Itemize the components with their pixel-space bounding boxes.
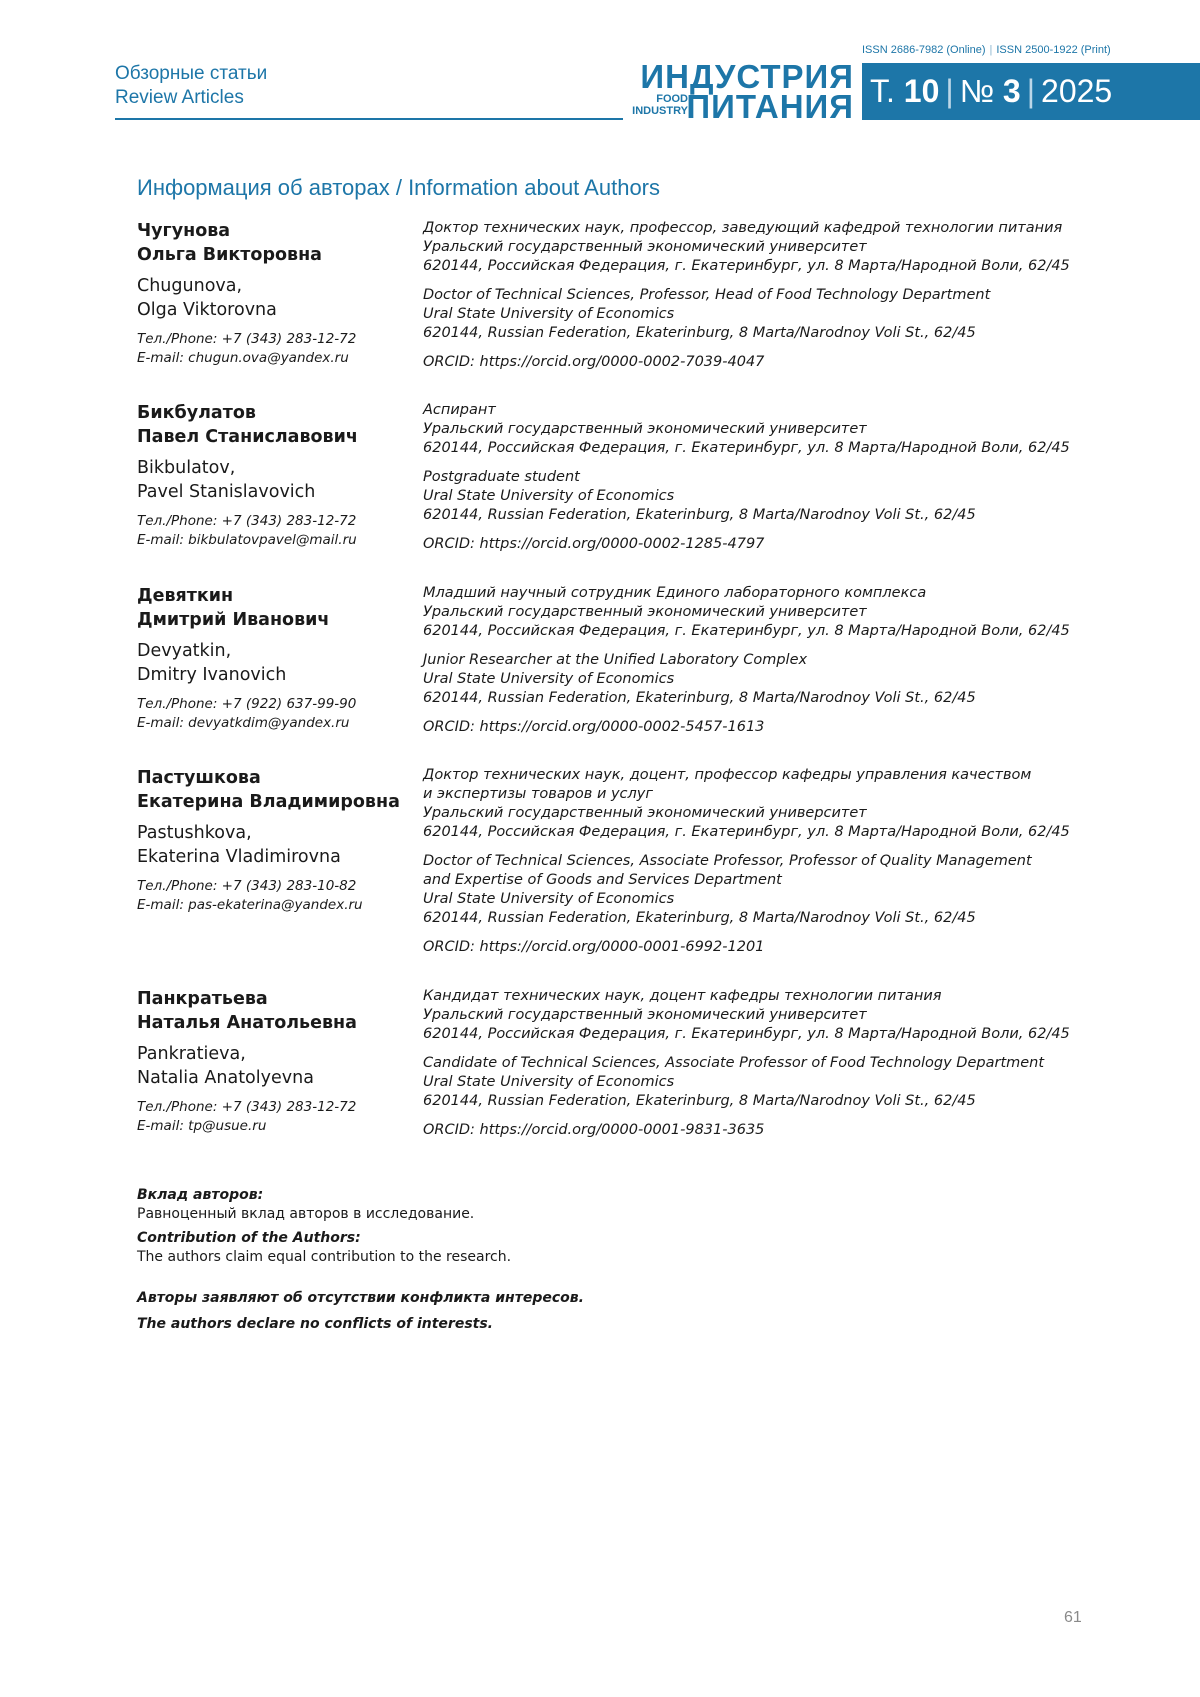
header-rule (115, 118, 623, 120)
author-contact (137, 1098, 407, 1136)
author-email: E-mail: bikbulatovpavel@mail.ru (137, 532, 357, 548)
author-name-en: Pankratieva, Natalia Anatolyevna (137, 1044, 314, 1088)
section-label-en: Review Articles (115, 87, 244, 108)
author-contact (137, 330, 407, 368)
author-orcid: ORCID: https://orcid.org/0000-0002-1285-4797 (423, 536, 765, 552)
author-email: E-mail: chugun.ova@yandex.ru (137, 350, 349, 366)
author-identity (137, 401, 407, 550)
issue-year: 2025 (1041, 73, 1113, 109)
author-position-ru: Аспирант Уральский государственный экономический университет 620144, Российская Федерация, г. Екатеринбург, ул. 8 Марта/Народной Воли, 62/45 (423, 402, 1070, 456)
page-title: Информация об авторах / Information about Authors (137, 175, 661, 200)
conflict-statement-en: The authors declare no conflicts of interests. (137, 1316, 493, 1332)
author-orcid: ORCID: https://orcid.org/0000-0001-9831-3635 (423, 1122, 765, 1138)
author-affiliation (423, 987, 1163, 1140)
author-position-ru: Кандидат технических наук, доцент кафедры технологии питания Уральский государственный экономический университет 620144, Российская Федерация, г. Екатеринбург, ул. 8 Марта/Народной Воли, 62/45 (423, 988, 1070, 1042)
author-position-ru: Доктор технических наук, профессор, заведующий кафедрой технологии питания Уральский государственный экономический университет 620144, Российская Федерация, г. Екатеринбург, ул. 8 Марта/Народной Воли, 62/45 (423, 220, 1070, 274)
author-position-en: Doctor of Technical Sciences, Associate Professor, Professor of Quality Management and Expertise of Goods and Services Department Ural State University of Economics 620144, Russian Federation, Ekaterinburg, 8 Marta/Narodnoy Voli St., 62/45 (423, 853, 1032, 926)
author-position-en: Doctor of Technical Sciences, Professor, Head of Food Technology Department Ural State University of Economics 620144, Russian Federation, Ekaterinburg, 8 Marta/Narodnoy Voli St., 62/45 (423, 287, 991, 341)
author-phone: Тел./Phone: +7 (343) 283-10-82 (137, 878, 357, 894)
author-name-ru: Пастушкова Екатерина Владимировна (137, 768, 400, 812)
author-phone: Тел./Phone: +7 (343) 283-12-72 (137, 513, 357, 529)
journal-title-line1: ИНДУСТРИЯ (640, 58, 854, 95)
author-email: E-mail: pas-ekaterina@yandex.ru (137, 897, 363, 913)
author-identity (137, 987, 407, 1136)
author-position-ru: Младший научный сотрудник Единого лабораторного комплекса Уральский государственный экономический университет 620144, Российская Федерация, г. Екатеринбург, ул. 8 Марта/Народной Воли, 62/45 (423, 585, 1070, 639)
contribution-text-ru: Равноценный вклад авторов в исследование. (137, 1206, 475, 1222)
issue-separator: | (945, 73, 954, 109)
journal-subtitle-en (630, 93, 688, 117)
issue-number: 3 (1002, 73, 1021, 109)
issue-separator: | (1026, 73, 1036, 109)
author-name-en: Pastushkova, Ekaterina Vladimirovna (137, 823, 341, 867)
author-affiliation (423, 584, 1163, 737)
author-name-ru: Панкратьева Наталья Анатольевна (137, 989, 357, 1033)
author-position-en: Postgraduate student Ural State University of Economics 620144, Russian Federation, Ekaterinburg, 8 Marta/Narodnoy Voli St., 62/45 (423, 469, 976, 523)
author-name-en: Bikbulatov, Pavel Stanislavovich (137, 458, 316, 502)
journal-title-line2: ПИТАНИЯ (686, 88, 854, 125)
volume-number: 10 (903, 73, 940, 109)
author-contact (137, 695, 407, 733)
issue-box (862, 63, 1200, 120)
author-affiliation (423, 219, 1163, 372)
author-position-ru: Доктор технических наук, доцент, профессор кафедры управления качеством и экспертизы товаров и услуг Уральский государственный экономический университет 620144, Российская Федерация, г. Екатеринбург, ул. 8 Марта/Народной Воли, 62/45 (423, 767, 1070, 840)
author-position-en: Junior Researcher at the Unified Laboratory Complex Ural State University of Economics 620144, Russian Federation, Ekaterinburg, 8 Marta/Narodnoy Voli St., 62/45 (423, 652, 976, 706)
author-identity (137, 766, 407, 915)
author-email: E-mail: devyatkdim@yandex.ru (137, 715, 350, 731)
journal-industry: INDUSTRY (632, 105, 688, 117)
author-name-en: Chugunova, Olga Viktorovna (137, 276, 277, 320)
author-orcid: ORCID: https://orcid.org/0000-0002-7039-4047 (423, 354, 765, 370)
issn-print: ISSN 2500-1922 (Print) (996, 44, 1111, 56)
section-label-ru: Обзорные статьи (115, 63, 268, 84)
page-number: 61 (1064, 1609, 1082, 1626)
author-name-ru: Чугунова Ольга Викторовна (137, 221, 322, 265)
volume-prefix: Т. (870, 73, 895, 109)
author-affiliation (423, 401, 1163, 554)
contribution-heading-ru: Вклад авторов: (137, 1187, 264, 1203)
issn-separator: | (989, 44, 993, 56)
number-prefix: № (959, 73, 995, 109)
issn-online: ISSN 2686-7982 (Online) (862, 44, 986, 56)
author-position-en: Candidate of Technical Sciences, Associate Professor of Food Technology Department Ural State University of Economics 620144, Russian Federation, Ekaterinburg, 8 Marta/Narodnoy Voli St., 62/45 (423, 1055, 1045, 1109)
author-contact (137, 512, 407, 550)
author-affiliation (423, 766, 1163, 957)
journal-food: FOOD (656, 93, 688, 105)
author-orcid: ORCID: https://orcid.org/0000-0001-6992-1201 (423, 939, 765, 955)
journal-logo (630, 58, 854, 125)
author-phone: Тел./Phone: +7 (922) 637-99-90 (137, 696, 357, 712)
author-identity (137, 219, 407, 368)
author-name-en: Devyatkin, Dmitry Ivanovich (137, 641, 287, 685)
author-orcid: ORCID: https://orcid.org/0000-0002-5457-1613 (423, 719, 765, 735)
author-contact (137, 877, 407, 915)
contribution-block (137, 1186, 1137, 1337)
author-identity (137, 584, 407, 733)
author-email: E-mail: tp@usue.ru (137, 1118, 267, 1134)
contribution-text-en: The authors claim equal contribution to the research. (137, 1249, 512, 1265)
contribution-heading-en: Contribution of the Authors: (137, 1230, 361, 1246)
issn-line (862, 44, 1111, 56)
author-phone: Тел./Phone: +7 (343) 283-12-72 (137, 331, 357, 347)
author-name-ru: Бикбулатов Павел Станиславович (137, 403, 358, 447)
author-name-ru: Девяткин Дмитрий Иванович (137, 586, 330, 630)
author-phone: Тел./Phone: +7 (343) 283-12-72 (137, 1099, 357, 1115)
section-label (115, 62, 267, 110)
conflict-statement-ru: Авторы заявляют об отсутствии конфликта интересов. (137, 1290, 584, 1306)
